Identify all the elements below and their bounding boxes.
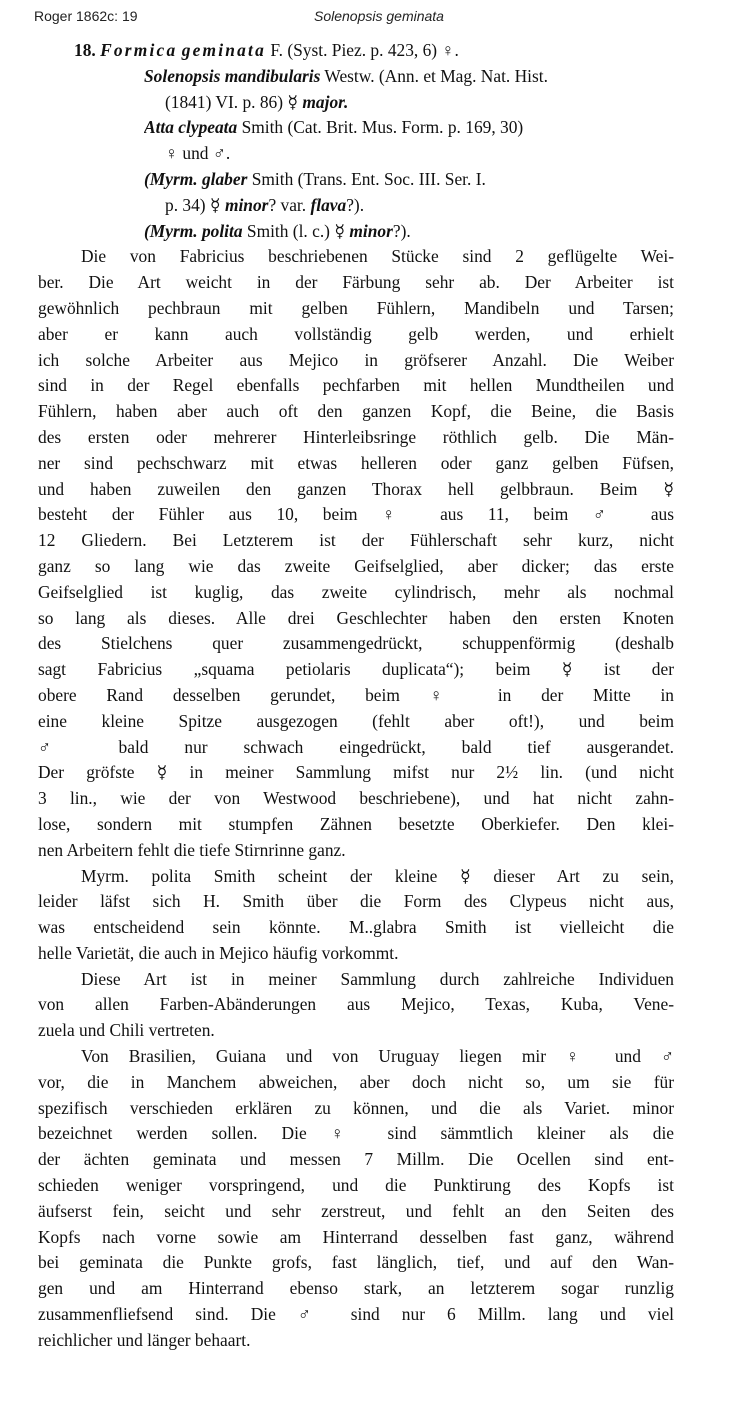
text-line: was entscheidend sein könnte. M..glabra Smith ist vielleicht die <box>38 917 674 938</box>
text-line: Von Brasilien, Guiana und von Uruguay liegen mir ♀ und ♂ <box>81 1046 674 1067</box>
text-line: gen und am Hinterrand ebenso stark, an letzterem sogar runzlig <box>38 1278 674 1299</box>
text-line: obere Rand desselben gerundet, beim ♀ in der Mitte in <box>38 684 674 705</box>
text-line: sind in der Regel ebenfalls pechfarben mit hellen Mundtheilen und <box>38 375 674 396</box>
synonym-citation: ?). <box>392 220 411 241</box>
text-line: sagt Fabricius „squama petiolaris duplicata“); beim ☿ ist der <box>38 659 674 680</box>
synonym-line <box>144 167 674 193</box>
text-line: von allen Farben-Abänderungen aus Mejico, Texas, Kuba, Vene- <box>38 994 674 1015</box>
paragraph-variety-minor <box>38 1044 674 1354</box>
text-line: des ersten oder mehrerer Hinterleibsringe röthlich gelb. Die Män- <box>38 426 674 447</box>
synonym-line <box>165 193 674 219</box>
synonym-caste: minor <box>224 194 269 215</box>
text-line: lose, sondern mit stumpfen Zähnen besetzte Oberkiefer. Den klei- <box>38 813 674 834</box>
text-line: zuela und Chili vertreten. <box>38 1020 215 1041</box>
entry-citation: F. (Syst. Piez. p. 423, 6) ♀. <box>270 40 459 60</box>
text-line: leider läfst sich H. Smith über die Form des Clypeus nicht aus, <box>38 891 674 912</box>
text-line: ner sind pechschwarz mit etwas helleren oder ganz gelben Füfsen, <box>38 452 674 473</box>
synonym-caste: major. <box>302 91 349 112</box>
synonym-line <box>144 64 674 90</box>
text-line: bei geminata die Punkte grofs, fast länglich, tief, und auf den Wan- <box>38 1252 674 1273</box>
entry-species: geminata <box>181 40 266 60</box>
synonym-citation: Smith (Trans. Ent. Soc. III. Ser. I. <box>247 168 486 189</box>
text-line: reichlicher und länger behaart. <box>38 1329 251 1350</box>
text-line: 3 lin., wie der von Westwood beschriebene), und hat nicht zahn- <box>38 788 674 809</box>
page-header <box>0 6 747 26</box>
header-species-name: Solenopsis geminata <box>314 8 444 24</box>
synonym-citation: ♀ und ♂. <box>165 143 231 164</box>
text-line: Diese Art ist in meiner Sammlung durch zahlreiche Individuen <box>81 968 674 989</box>
entry-genus: Formica <box>100 40 178 60</box>
text-line: schieden weniger vorspringend, und die Punktirung des Kopfs ist <box>38 1175 674 1196</box>
text-line: gewöhnlich pechbraun mit gelben Fühlern, Mandibeln und Tarsen; <box>38 297 674 318</box>
synonym-line <box>165 141 674 167</box>
synonym-citation: p. 34) ☿ <box>165 194 225 215</box>
text-line: und haben zuweilen den ganzen Thorax hell gelbbraun. Beim ☿ <box>38 478 674 499</box>
text-line: besteht der Fühler aus 10, beim ♀ aus 11, beim ♂ aus <box>38 504 674 525</box>
text-line: helle Varietät, die auch in Mejico häufig vorkommt. <box>38 942 399 963</box>
text-line: Geifselglied ist kuglig, das zweite cylindrisch, mehr als nochmal <box>38 581 674 602</box>
text-line: ber. Die Art weicht in der Färbung sehr ab. Der Arbeiter ist <box>38 272 674 293</box>
text-line: aber er kann auch vollständig gelb werden, und erhielt <box>38 323 674 344</box>
synonym-citation: Smith (l. c.) ☿ <box>242 220 350 241</box>
text-line: Kopfs nach vorne sowie am Hinterrand desselben fast ganz, während <box>38 1226 674 1247</box>
text-line: der ächten geminata und messen 7 Millm. Die Ocellen sind ent- <box>38 1149 674 1170</box>
text-line: ganz so lang wie das zweite Geifselglied, aber dicker; das erste <box>38 555 674 576</box>
text-line: bezeichnet werden sollen. Die ♀ sind sämmtlich kleiner als die <box>38 1123 674 1144</box>
synonym-citation: (1841) VI. p. 86) ☿ <box>165 91 303 112</box>
paragraph-distribution <box>38 967 674 1044</box>
text-line: ich solche Arbeiter aus Mejico in gröfserer Anzahl. Die Weiber <box>38 349 674 370</box>
synonym-name: Atta clypeata <box>144 117 238 138</box>
text-line: ♂ bald nur schwach eingedrückt, bald tief ausgerandet. <box>38 736 674 757</box>
header-citation: Roger 1862c: 19 <box>34 8 138 24</box>
synonym-line <box>165 90 674 116</box>
text-line: äufserst fein, seicht und sehr zerstreut, und fehlt an den Seiten des <box>38 1200 674 1221</box>
synonym-name: Solenopsis mandibularis <box>144 65 321 86</box>
text-line: Fühlern, haben aber auch oft den ganzen Kopf, die Beine, die Basis <box>38 401 674 422</box>
paragraph-description <box>38 244 674 863</box>
synonym-line <box>144 115 674 141</box>
text-line: Myrm. polita Smith scheint der kleine ☿ dieser Art zu sein, <box>81 865 674 886</box>
synonym-citation: ?). <box>346 194 365 215</box>
synonym-line <box>144 219 674 245</box>
text-line: nen Arbeitern fehlt die tiefe Stirnrinne ganz. <box>38 839 346 860</box>
synonym-citation: Smith (Cat. Brit. Mus. Form. p. 169, 30) <box>237 117 524 138</box>
text-line: 12 Gliedern. Bei Letzterem ist der Fühlerschaft sehr kurz, nicht <box>38 530 674 551</box>
synonym-citation: ? var. <box>268 194 311 215</box>
synonym-name: (Myrm. glaber <box>144 168 248 189</box>
synonym-citation: Westw. (Ann. et Mag. Nat. Hist. <box>320 65 548 86</box>
text-line: vor, die in Manchem abweichen, aber doch nicht so, um sie für <box>38 1071 674 1092</box>
text-line: so lang als dieses. Alle drei Geschlechter haben den ersten Knoten <box>38 607 674 628</box>
text-line: Der gröfste ☿ in meiner Sammlung mifst nur 2½ lin. (und nicht <box>38 762 674 783</box>
synonym-caste: minor <box>349 220 393 241</box>
text-line: des Stielchens quer zusammengedrückt, schuppenförmig (deshalb <box>38 633 674 654</box>
paragraph-synonymy-notes <box>38 864 674 967</box>
text-line: Die von Fabricius beschriebenen Stücke sind 2 geflügelte Wei- <box>81 246 674 267</box>
entry-heading <box>74 38 674 64</box>
text-line: spezifisch verschieden erklären zu können, und die als Variet. minor <box>38 1097 674 1118</box>
synonym-name: (Myrm. polita <box>144 220 243 241</box>
text-line: zusammenfliefsend sind. Die ♂ sind nur 6 Millm. lang und viel <box>38 1304 674 1325</box>
document-body <box>38 38 674 1354</box>
synonym-variety: flava <box>310 194 347 215</box>
text-line: eine kleine Spitze ausgezogen (fehlt aber oft!), und beim <box>38 710 674 731</box>
entry-number: 18. <box>74 40 96 60</box>
